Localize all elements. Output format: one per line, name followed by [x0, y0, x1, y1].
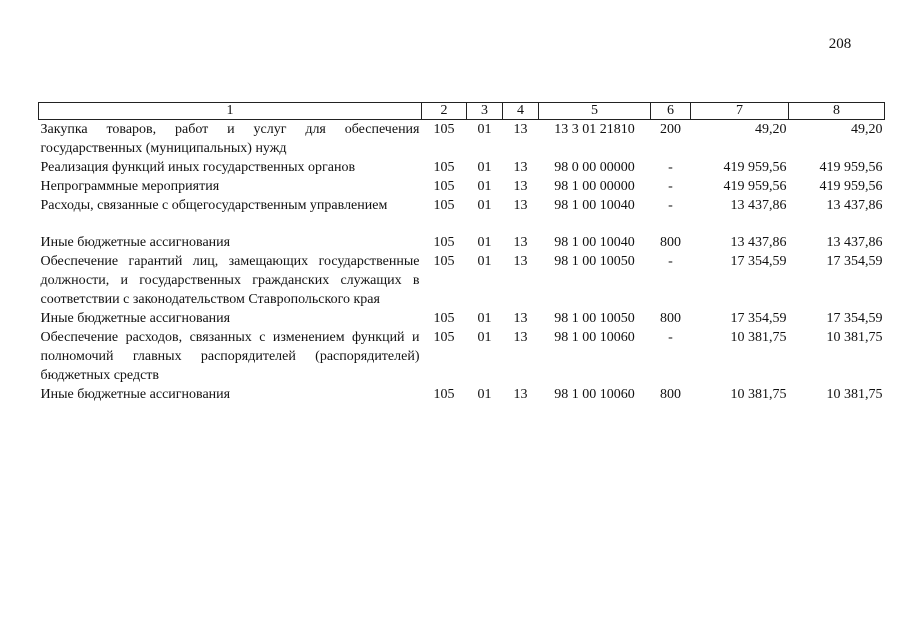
row-c6: 800	[660, 235, 681, 250]
row-name: Обеспечение гарантий лиц, замещающих государственные должности, и государственных гражданских служащих в соответствии с законодательством Ставропольского края	[40, 254, 420, 307]
row-c8: 17 354,59	[826, 311, 883, 326]
row-c8: 17 354,59	[826, 254, 883, 269]
row-c3: 01	[477, 179, 492, 194]
header-col-7: 7	[691, 103, 789, 120]
row-c4: 13	[513, 198, 528, 213]
row-c7: 419 959,56	[723, 179, 787, 194]
row-c3: 01	[477, 311, 492, 326]
row-c7: 17 354,59	[730, 254, 787, 269]
row-c7: 13 437,86	[730, 235, 787, 250]
row-c4: 13	[513, 311, 528, 326]
header-col-1: 1	[39, 103, 422, 120]
row-c3: 01	[477, 160, 492, 175]
table-row	[39, 328, 885, 385]
row-c4: 13	[513, 179, 528, 194]
row-c8: 13 437,86	[826, 235, 883, 250]
row-c7: 10 381,75	[730, 330, 787, 345]
row-c4: 13	[513, 254, 528, 269]
row-c5: 98 0 00 00000	[554, 160, 635, 175]
row-c8: 10 381,75	[826, 387, 883, 402]
row-name: Непрограммные мероприятия	[40, 179, 220, 194]
row-c6: -	[668, 254, 673, 269]
row-c7: 13 437,86	[730, 198, 787, 213]
table-row	[39, 158, 885, 177]
row-name: Иные бюджетные ассигнования	[40, 311, 231, 326]
row-c4: 13	[513, 387, 528, 402]
row-c2: 105	[433, 235, 455, 250]
row-c3: 01	[477, 198, 492, 213]
row-c8: 419 959,56	[819, 160, 883, 175]
row-c7: 419 959,56	[723, 160, 787, 175]
row-c5: 98 1 00 10050	[554, 254, 635, 269]
row-c5: 98 1 00 10040	[554, 235, 635, 250]
table-row	[39, 309, 885, 328]
row-c2: 105	[433, 179, 455, 194]
row-c8: 10 381,75	[826, 330, 883, 345]
row-c8: 49,20	[851, 122, 883, 137]
row-c2: 105	[433, 330, 455, 345]
row-c4: 13	[513, 122, 528, 137]
table-row	[39, 196, 885, 215]
row-c3: 01	[477, 254, 492, 269]
page-number: 208	[828, 36, 852, 52]
row-c3: 01	[477, 235, 492, 250]
row-c7: 17 354,59	[730, 311, 787, 326]
row-c7: 10 381,75	[730, 387, 787, 402]
row-c2: 105	[433, 311, 455, 326]
table-row	[39, 120, 885, 159]
row-c6: -	[668, 179, 673, 194]
row-c5: 13 3 01 21810	[554, 122, 635, 137]
header-col-4: 4	[503, 103, 539, 120]
table-row	[39, 177, 885, 196]
row-name: Иные бюджетные ассигнования	[40, 387, 231, 402]
row-c5: 98 1 00 10060	[554, 387, 635, 402]
row-c5: 98 1 00 10040	[554, 198, 635, 213]
row-c2: 105	[433, 160, 455, 175]
row-c6: 800	[660, 311, 681, 326]
row-c4: 13	[513, 330, 528, 345]
row-c2: 105	[433, 254, 455, 269]
header-row	[39, 103, 885, 120]
row-c6: -	[668, 160, 673, 175]
budget-table	[38, 102, 885, 404]
row-name: Реализация функций иных государственных органов	[40, 160, 356, 175]
row-c3: 01	[477, 330, 492, 345]
header-col-2: 2	[422, 103, 467, 120]
row-name: Расходы, связанные с общегосударственным управлением	[40, 198, 388, 213]
table-row	[39, 385, 885, 404]
header-col-3: 3	[467, 103, 503, 120]
row-c8: 419 959,56	[819, 179, 883, 194]
row-c3: 01	[477, 122, 492, 137]
row-c2: 105	[433, 122, 455, 137]
header-col-8: 8	[789, 103, 885, 120]
row-c6: 200	[660, 122, 681, 137]
header-col-6: 6	[651, 103, 691, 120]
header-col-5: 5	[539, 103, 651, 120]
row-name: Обеспечение расходов, связанных с изменением функций и полномочий главных распорядителей (распорядителей) бюджетных средств	[40, 330, 420, 383]
row-c6: -	[668, 330, 673, 345]
row-name: Закупка товаров, работ и услуг для обеспечения государственных (муниципальных) нужд	[40, 122, 420, 156]
row-c5: 98 1 00 00000	[554, 179, 635, 194]
table-row	[39, 252, 885, 309]
row-c6: -	[668, 198, 673, 213]
row-c5: 98 1 00 10050	[554, 311, 635, 326]
spacer-row	[39, 215, 885, 233]
row-c4: 13	[513, 235, 528, 250]
row-name: Иные бюджетные ассигнования	[40, 235, 231, 250]
row-c3: 01	[477, 387, 492, 402]
row-c8: 13 437,86	[826, 198, 883, 213]
row-c5: 98 1 00 10060	[554, 330, 635, 345]
row-c2: 105	[433, 198, 455, 213]
row-c2: 105	[433, 387, 455, 402]
row-c7: 49,20	[755, 122, 787, 137]
table-row	[39, 233, 885, 252]
row-c6: 800	[660, 387, 681, 402]
row-c4: 13	[513, 160, 528, 175]
